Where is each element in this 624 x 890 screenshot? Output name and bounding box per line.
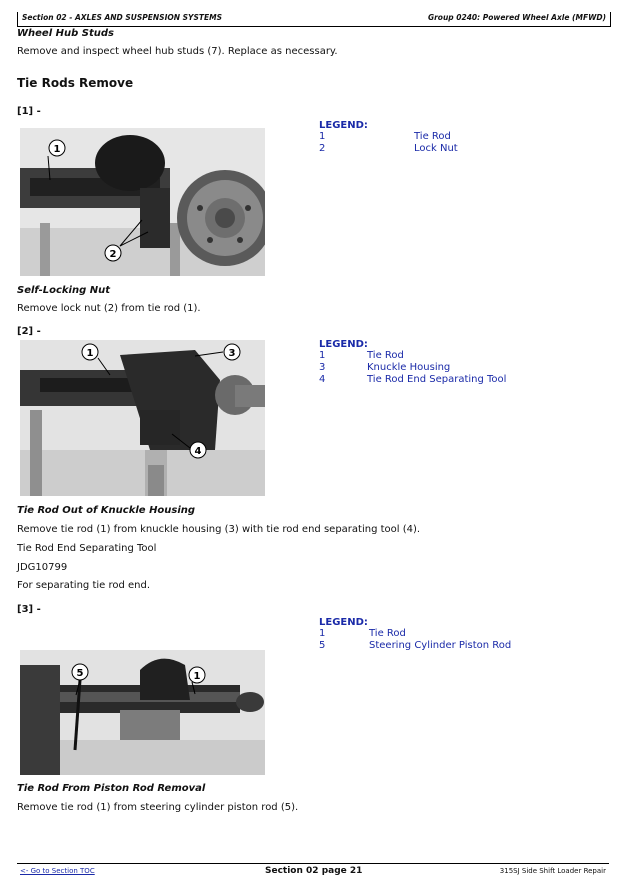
section-toc-link[interactable]: <- Go to Section TOC xyxy=(20,867,95,875)
legend-item xyxy=(319,362,599,374)
legend-number: 5 xyxy=(319,640,326,651)
step-2-text: Remove tie rod (1) from knuckle housing (3) with tie rod end separating tool (4). xyxy=(17,524,421,535)
step-1-legend xyxy=(319,120,599,155)
wheel-hub-studs-text: Remove and inspect wheel hub studs (7). Replace as necessary. xyxy=(17,46,338,57)
legend-text: Steering Cylinder Piston Rod xyxy=(369,640,512,651)
legend-item xyxy=(319,640,599,652)
legend-item xyxy=(319,131,599,143)
legend-text: Tie Rod xyxy=(367,350,404,361)
legend-item xyxy=(319,374,599,386)
legend-item xyxy=(319,628,599,640)
callout-number: 4 xyxy=(194,446,202,457)
step-1-photo xyxy=(20,128,265,276)
callout-number: 1 xyxy=(53,144,61,155)
page-header xyxy=(17,12,611,27)
legend-text: Lock Nut xyxy=(414,143,458,154)
legend-title: LEGEND: xyxy=(319,617,368,628)
step-1-caption: Self-Locking Nut xyxy=(17,285,111,296)
step-2-label: [2] - xyxy=(17,326,41,337)
legend-text: Tie Rod End Separating Tool xyxy=(367,374,507,385)
step-2-photo xyxy=(20,340,265,496)
legend-item xyxy=(319,143,599,155)
callout-number: 1 xyxy=(193,671,201,682)
step-1-label: [1] - xyxy=(17,106,41,117)
legend-title: LEGEND: xyxy=(319,120,368,131)
legend-number: 1 xyxy=(319,628,326,639)
legend-number: 3 xyxy=(319,362,326,373)
legend-text: Tie Rod xyxy=(369,628,406,639)
section-title: Tie Rods Remove xyxy=(17,76,134,90)
header-section: Section 02 - AXLES AND SUSPENSION SYSTEMS xyxy=(22,13,222,22)
legend-number: 4 xyxy=(319,374,326,385)
legend-text: Knuckle Housing xyxy=(367,362,451,373)
callout-number: 2 xyxy=(109,249,117,260)
legend-number: 1 xyxy=(319,350,326,361)
callout-number: 1 xyxy=(86,348,94,359)
callout-number: 3 xyxy=(228,348,236,359)
step-3-photo xyxy=(20,650,265,775)
tool-number: JDG10799 xyxy=(17,562,68,573)
footer-divider xyxy=(17,863,609,864)
legend-text: Tie Rod xyxy=(414,131,451,142)
step-3-label: [3] - xyxy=(17,604,41,615)
legend-number: 1 xyxy=(319,131,326,142)
page-number: Section 02 page 21 xyxy=(265,866,363,876)
step-2-legend xyxy=(319,339,599,386)
step-1-text: Remove lock nut (2) from tie rod (1). xyxy=(17,303,201,314)
callout-number: 5 xyxy=(76,668,84,679)
step-3-legend xyxy=(319,617,599,652)
step-3-caption: Tie Rod From Piston Rod Removal xyxy=(17,783,206,794)
step-3-text: Remove tie rod (1) from steering cylinder piston rod (5). xyxy=(17,802,299,813)
tool-purpose: For separating tie rod end. xyxy=(17,580,151,591)
wheel-hub-studs-heading: Wheel Hub Studs xyxy=(17,28,114,39)
tool-name: Tie Rod End Separating Tool xyxy=(17,543,157,554)
legend-number: 2 xyxy=(319,143,326,154)
header-group: Group 0240: Powered Wheel Axle (MFWD) xyxy=(427,13,606,22)
legend-item xyxy=(319,350,599,362)
legend-title: LEGEND: xyxy=(319,339,368,350)
document-title: 315SJ Side Shift Loader Repair xyxy=(499,867,606,875)
step-2-caption: Tie Rod Out of Knuckle Housing xyxy=(17,505,196,516)
